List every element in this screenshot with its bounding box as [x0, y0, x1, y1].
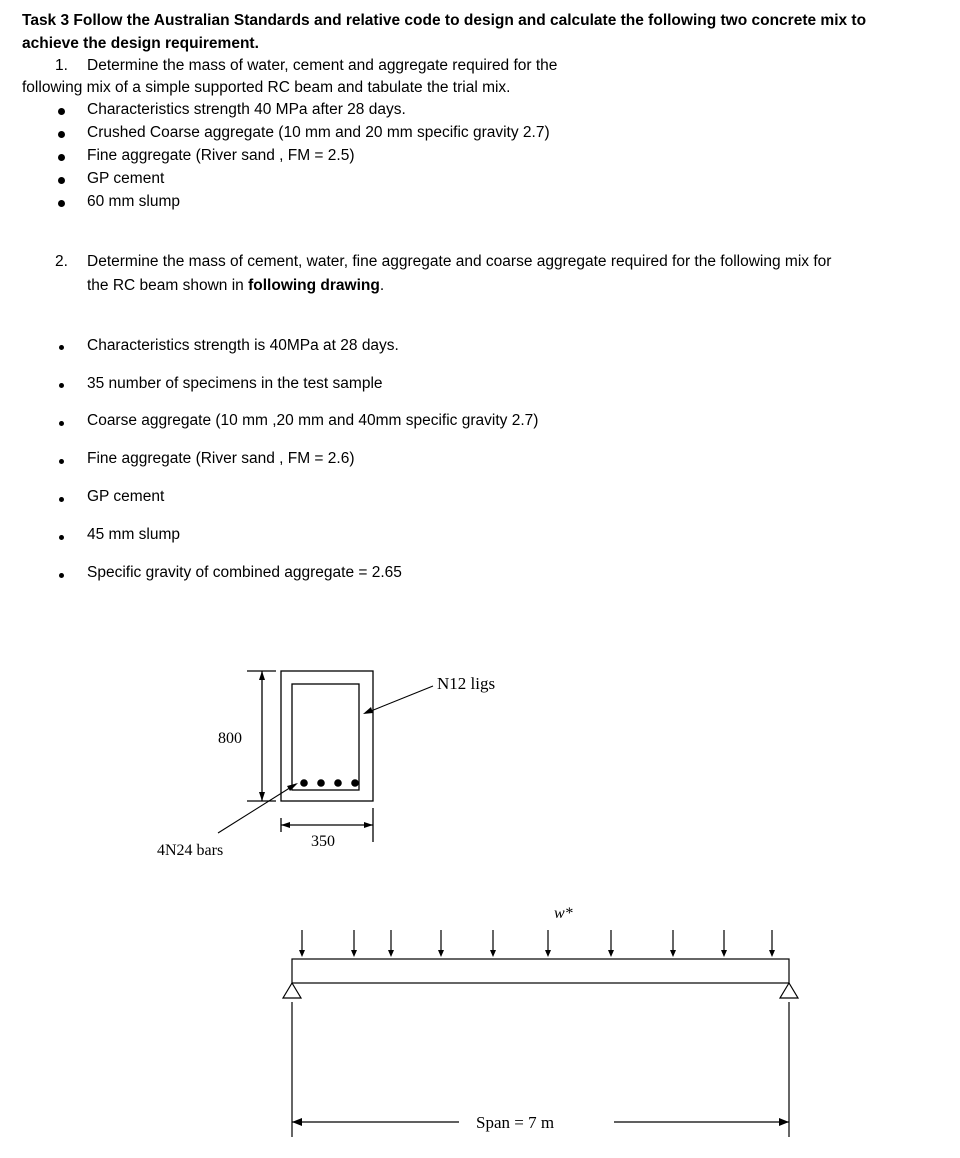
part2-text-bold: following drawing: [248, 277, 380, 294]
right-support: [780, 983, 798, 998]
part2-text-line1: Determine the mass of cement, water, fine aggregate and coarse aggregate required for the following mix for: [87, 253, 832, 270]
part1-text-line1: Determine the mass of water, cement and aggregate required for the: [87, 57, 558, 74]
task-heading-line2: achieve the design requirement.: [22, 35, 259, 52]
ligs-label: N12 ligs: [437, 674, 496, 693]
load-label: w*: [554, 905, 573, 922]
part2-bullet-item: 45 mm slump: [87, 526, 181, 543]
part2-number: 2.: [55, 253, 68, 270]
bars-label: 4N24 bars: [157, 842, 224, 859]
section-width-label: 350: [311, 833, 335, 850]
part1-number: 1.: [55, 57, 68, 74]
left-support: [283, 983, 301, 998]
task-heading-line1: Task 3 Follow the Australian Standards and relative code to design and calculate the following two concrete mix to: [22, 12, 867, 29]
part1-text-line2: following mix of a simple supported RC beam and tabulate the trial mix.: [22, 79, 511, 96]
part2-bullet-item: Fine aggregate (River sand , FM = 2.6): [87, 450, 355, 467]
beam-body: [292, 959, 789, 983]
part2-bullet-item: Specific gravity of combined aggregate = 2.65: [87, 564, 402, 581]
part2-text-prefix: the RC beam shown in: [87, 277, 249, 294]
part2-text-suffix: .: [379, 277, 385, 294]
part2-bullet-item: 35 number of specimens in the test sample: [87, 375, 383, 392]
part1-bullet-item: 60 mm slump: [87, 193, 181, 210]
part1-bullet-item: GP cement: [87, 170, 165, 187]
section-height-label: 800: [218, 730, 242, 747]
span-label: Span = 7 m: [476, 1113, 555, 1132]
distributed-load-arrows: [302, 930, 772, 950]
part2-bullet-item: Coarse aggregate (10 mm ,20 mm and 40mm specific gravity 2.7): [87, 412, 539, 429]
part2-bullet-item: GP cement: [87, 488, 165, 505]
part1-bullet-item: Fine aggregate (River sand , FM = 2.5): [87, 147, 355, 164]
part2-bullet-item: Characteristics strength is 40MPa at 28 days.: [87, 337, 399, 354]
part1-bullet-item: Characteristics strength 40 MPa after 28 days.: [87, 101, 406, 118]
part1-bullet-item: Crushed Coarse aggregate (10 mm and 20 mm specific gravity 2.7): [87, 124, 550, 141]
